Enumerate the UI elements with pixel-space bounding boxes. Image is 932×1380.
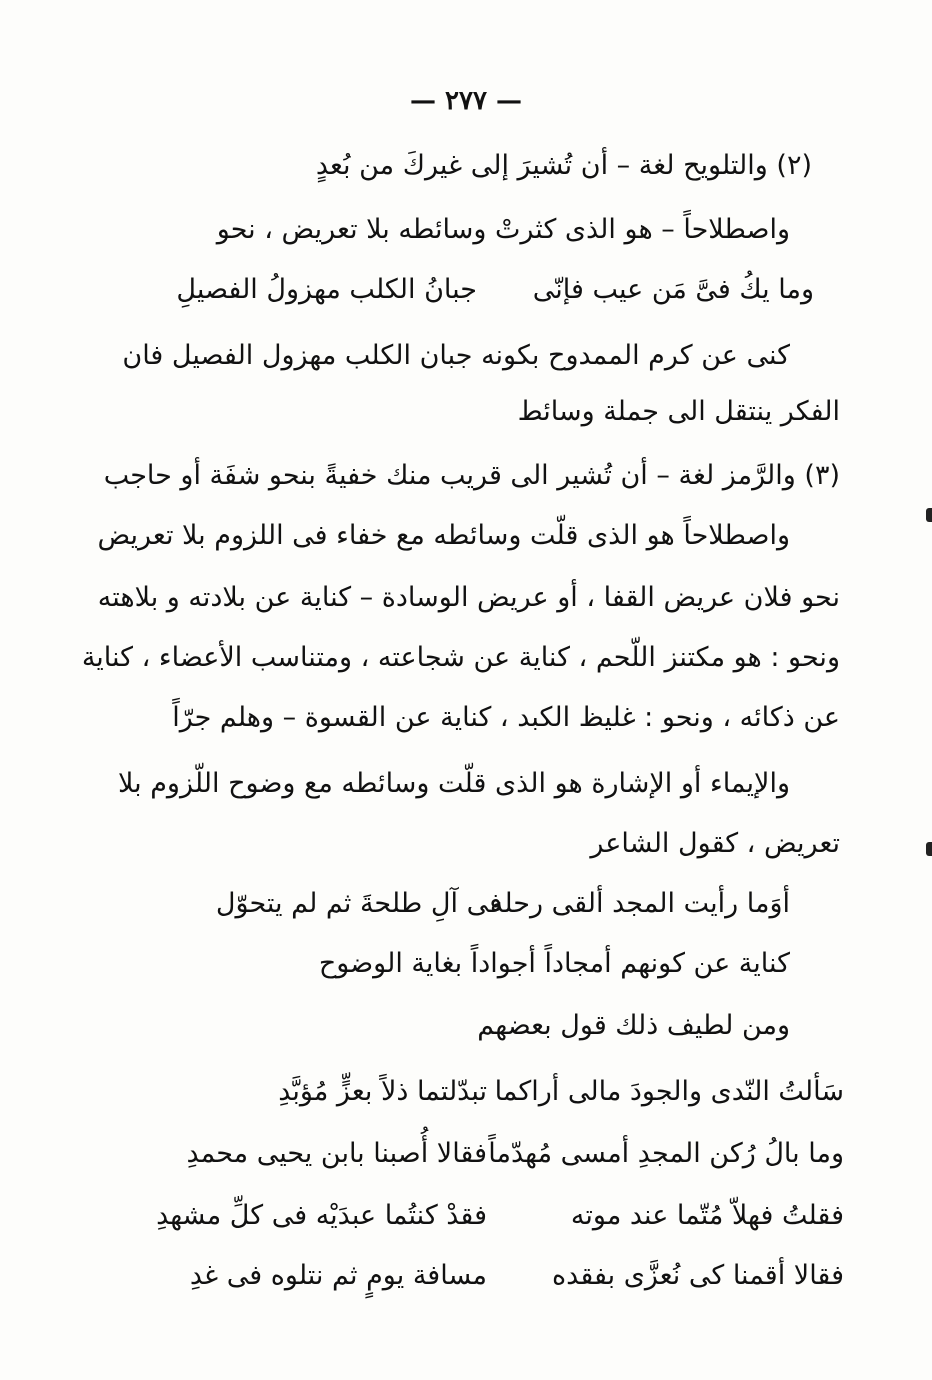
paragraph-ramz-definition: (٣) والرَّمز لغة – أن تُشير الى قريب منك خفيةً بنحو شفَة أو حاجب <box>103 460 840 491</box>
verse-second-hemistich: فقالا أُصبنا بابن يحيى محمدِ <box>186 1138 487 1169</box>
paragraph-ramz-example-2: ونحو : هو مكتنز اللّحم ، كناية عن شجاعته ، ومتناسب الأعضاء ، كناية <box>81 642 840 673</box>
page-edge-mark <box>926 508 932 522</box>
paragraph-ramz-example-3: عن ذكائه ، ونحو : غليظ الكبد ، كناية عن القسوة – وهلم جرّاً <box>172 702 840 733</box>
verse-line <box>0 1134 932 1174</box>
verse-first-hemistich: فقلتُ فهلاّ مُتّما عند موته <box>570 1200 844 1231</box>
verse-first-hemistich: وما يكُ فىَّ مَن عيب فإنّى <box>532 274 814 305</box>
paragraph-ramz-example-1: نحو فلان عريض القفا ، أو عريض الوسادة – كناية عن بلادته و بلاهته <box>97 582 840 613</box>
verse-line <box>0 884 932 924</box>
verse-line <box>0 1256 932 1296</box>
verse-second-hemistich: تبدّلتما ذلاً بعزٍّ مُؤبَّدِ <box>278 1076 487 1107</box>
verse-line <box>0 1196 932 1236</box>
paragraph-ramz-technical: واصطلاحاً هو الذى قلّت وسائطه مع خفاء فى اللزوم بلا تعريض <box>97 520 790 551</box>
verse-first-hemistich: سَألتُ النّدى والجودَ مالى أراكما <box>494 1076 844 1107</box>
verse-first-hemistich: وما بالُ رُكن المجدِ أمسى مُهدّماً <box>488 1138 844 1169</box>
paragraph-kinaya-explanation: كنى عن كرم الممدوح بكونه جبان الكلب مهزول الفصيل فان <box>122 340 790 371</box>
paragraph-talwih-technical: واصطلاحاً – هو الذى كثرتْ وسائطه بلا تعريض ، نحو <box>216 214 790 245</box>
verse-second-hemistich: جبانُ الكلب مهزولُ الفصيلِ <box>176 274 477 305</box>
verse-second-hemistich: فقدْ كنتُما عبدَيْه فى كلِّ مشهدِ <box>156 1200 487 1231</box>
paragraph-talwih-definition: (٢) والتلويح لغة – أن تُشيرَ إلى غيركَ من بُعدٍ <box>315 150 812 181</box>
page-number: — ٢٧٧ — <box>409 86 523 116</box>
paragraph-imaa-continuation: تعريض ، كقول الشاعر <box>590 828 840 859</box>
verse-line <box>0 1072 932 1112</box>
paragraph-kinaya-continuation: الفكر ينتقل الى جملة وسائط <box>517 396 840 427</box>
verse-line <box>0 270 932 310</box>
paragraph-imaa-definition: والإيماء أو الإشارة هو الذى قلّت وسائطه مع وضوح اللّزوم بلا <box>117 768 790 799</box>
verse-first-hemistich: أوَما رأيت المجد ألقى رحله <box>489 888 790 919</box>
verse-first-hemistich: فقالا أقمنا كى نُعزَّى بفقده <box>552 1260 844 1291</box>
verse-second-hemistich: فى آلِ طلحةَ ثم لم يتحوّل <box>215 888 502 919</box>
paragraph-poem-intro: ومن لطيف ذلك قول بعضهم <box>477 1010 790 1041</box>
page-edge-mark <box>926 842 932 856</box>
paragraph-imaa-explanation: كناية عن كونهم أمجاداً أجواداً بغاية الوضوح <box>318 948 790 979</box>
verse-second-hemistich: مسافة يومٍ ثم نتلوه فى غدِ <box>189 1260 487 1291</box>
